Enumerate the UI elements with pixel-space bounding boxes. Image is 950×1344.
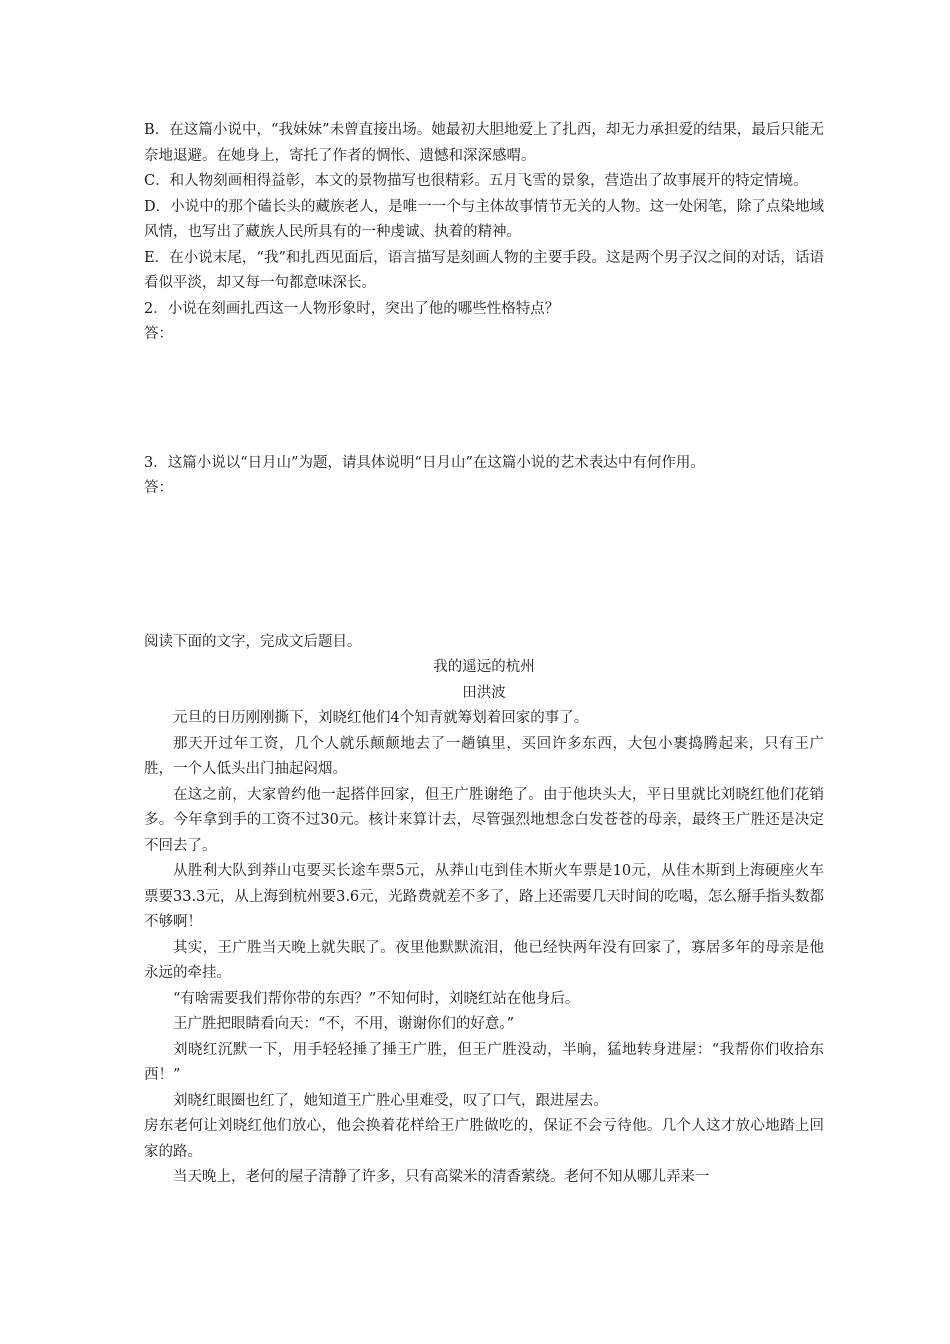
passage-paragraph: 那天开过年工资，几个人就乐颠颠地去了一趟镇里，买回许多东西，大包小裹捣腾起来，只有王广胜，一个人低头出门抽起闷烟。 — [144, 735, 824, 777]
option-e: E．在小说末尾，“我”和扎西见面后，语言描写是刻画人物的主要手段。这是两个男子汉之间的对话，话语看似平淡，却又每一句都意味深长。 — [144, 249, 824, 291]
passage-paragraph: 从胜利大队到莽山屯要买长途车票5元，从莽山屯到佳木斯火车票是10元，从佳木斯到上海硬座火车票要33.3元，从上海到杭州要3.6元，光路费就差不多了，路上还需要几天时间的吃喝，怎么掰手指头数都不够啊！ — [144, 863, 824, 930]
reading-instruction: 阅读下面的文字，完成文后题目。 — [144, 633, 362, 650]
option-c: C．和人物刻画相得益彰，本文的景物描写也很精彩。五月飞雪的景象，营造出了故事展开的特定情境。 — [144, 173, 808, 189]
passage-paragraph: 元旦的日历刚刚撕下，刘晓红他们4个知青就筹划着回家的事了。 — [173, 710, 589, 726]
passage-title: 我的遥远的杭州 — [433, 659, 535, 675]
document-page — [144, 118, 824, 1191]
passage-paragraph: 刘晓红沉默一下，用手轻轻捶了捶王广胜，但王广胜没动，半晌，猛地转身进屋：“我帮你们收拾东西！” — [144, 1041, 824, 1083]
question-3-answer-space[interactable] — [144, 502, 824, 630]
passage-paragraph: 其实，王广胜当天晚上就失眠了。夜里他默默流泪，他已经快两年没有回家了，寡居多年的母亲是他永远的牵挂。 — [144, 939, 824, 981]
option-d: D．小说中的那个磕长头的藏族老人，是唯一一个与主体故事情节无关的人物。这一处闲笔，除了点染地域风情，也写出了藏族人民所具有的一种虔诚、执着的精神。 — [144, 198, 824, 240]
question-2-answer-label: 答： — [144, 326, 173, 342]
question-2-prompt: 2．小说在刻画扎西这一人物形象时，突出了他的哪些性格特点？ — [144, 300, 560, 317]
question-2-answer-space[interactable] — [144, 348, 824, 451]
question-3-answer-label: 答： — [144, 480, 173, 496]
passage-paragraph: “有啥需要我们帮你带的东西？”不知何时，刘晓红站在他身后。 — [173, 990, 580, 1007]
passage-paragraph: 刘晓红眼圈也红了，她知道王广胜心里难受，叹了口气，跟进屋去。 — [173, 1092, 608, 1109]
passage-paragraph: 当天晚上，老何的屋子清静了许多，只有高粱米的清香萦绕。老何不知从哪儿弄来一 — [173, 1169, 710, 1185]
option-b: B．在这篇小说中，“我妹妹”未曾直接出场。她最初大胆地爱上了扎西，却无力承担爱的结果，最后只能无奈地退避。在她身上，寄托了作者的惆怅、遗憾和深深感喟。 — [144, 122, 824, 164]
question-3-prompt: 3．这篇小说以“日月山”为题，请具体说明“日月山”在这篇小说的艺术表达中有何作用。 — [144, 454, 705, 471]
passage-paragraph: 王广胜把眼睛看向天：“不，不用，谢谢你们的好意。” — [173, 1016, 515, 1032]
passage-author: 田洪波 — [462, 684, 506, 701]
passage-paragraph: 在这之前，大家曾约他一起搭伴回家，但王广胜谢绝了。由于他块头大，平日里就比刘晓红他们花销多。今年拿到手的工资不过30元。核计来算计去，尽管强烈地想念白发苍苍的母亲，最终王广胜还是决定不回去了。 — [144, 786, 824, 854]
passage-paragraph: 房东老何让刘晓红他们放心，他会换着花样给王广胜做吃的，保证不会亏待他。几个人这才放心地踏上回家的路。 — [144, 1118, 824, 1160]
